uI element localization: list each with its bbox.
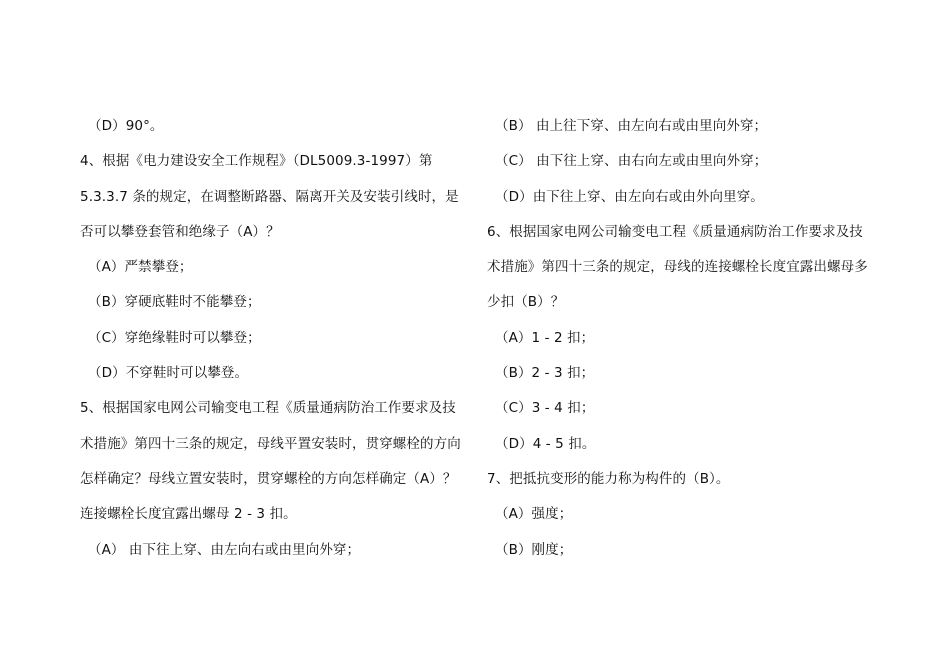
answer-option: （D）不穿鞋时可以攀登。 [88, 365, 249, 382]
answer-option: （A）严禁攀登； [88, 259, 193, 276]
question-text-line: 6、根据国家电网公司输变电工程《质量通病防治工作要求及技 [487, 223, 863, 240]
question-text-line: 5.3.3.7 条的规定，在调整断路器、隔离开关及安装引线时，是 [80, 188, 459, 205]
answer-option: （B） 由上往下穿、由左向右或由里向外穿； [495, 118, 768, 134]
question-text-line: 少扣（B）？ [487, 294, 565, 311]
question-text-line: 5、根据国家电网公司输变电工程《质量通病防治工作要求及技 [80, 400, 456, 417]
question-text-line: 术措施》第四十三条的规定，母线平置安装时，贯穿螺栓的方向 [80, 435, 461, 452]
answer-option: （D）由下往上穿、由左向右或由外向里穿。 [495, 188, 764, 205]
question-text-line: 术措施》第四十三条的规定，母线的连接螺栓长度宜露出螺母多 [487, 259, 868, 276]
answer-option: （D）90°。 [88, 118, 164, 134]
answer-option: （A） 由下往上穿、由左向右或由里向外穿； [88, 541, 361, 558]
answer-option: （C）穿绝缘鞋时可以攀登； [88, 329, 261, 346]
left-column [80, 114, 470, 573]
answer-option: （A）1 - 2 扣； [495, 329, 595, 346]
question-text-line: 否可以攀登套管和绝缘子（A）？ [80, 223, 280, 240]
question-text-line: 7、把抵抗变形的能力称为构件的（B）。 [487, 470, 730, 487]
answer-option: （B）穿硬底鞋时不能攀登； [88, 294, 261, 311]
answer-option: （B）刚度； [495, 541, 573, 558]
question-text-line: 怎样确定？母线立置安装时，贯穿螺栓的方向怎样确定（A）？ [80, 470, 457, 487]
answer-option: （D）4 - 5 扣。 [495, 435, 596, 452]
answer-option: （B）2 - 3 扣； [495, 365, 595, 382]
answer-option: （A）强度； [495, 506, 573, 523]
answer-option: （C）3 - 4 扣； [495, 400, 595, 417]
question-text-line: 4、根据《电力建设安全工作规程》（DL5009.3-1997）第 [80, 153, 433, 170]
right-column [487, 114, 887, 573]
answer-option: （C） 由下往上穿、由右向左或由里向外穿； [495, 153, 768, 170]
question-text-line: 连接螺栓长度宜露出螺母 2 - 3 扣。 [80, 506, 297, 523]
